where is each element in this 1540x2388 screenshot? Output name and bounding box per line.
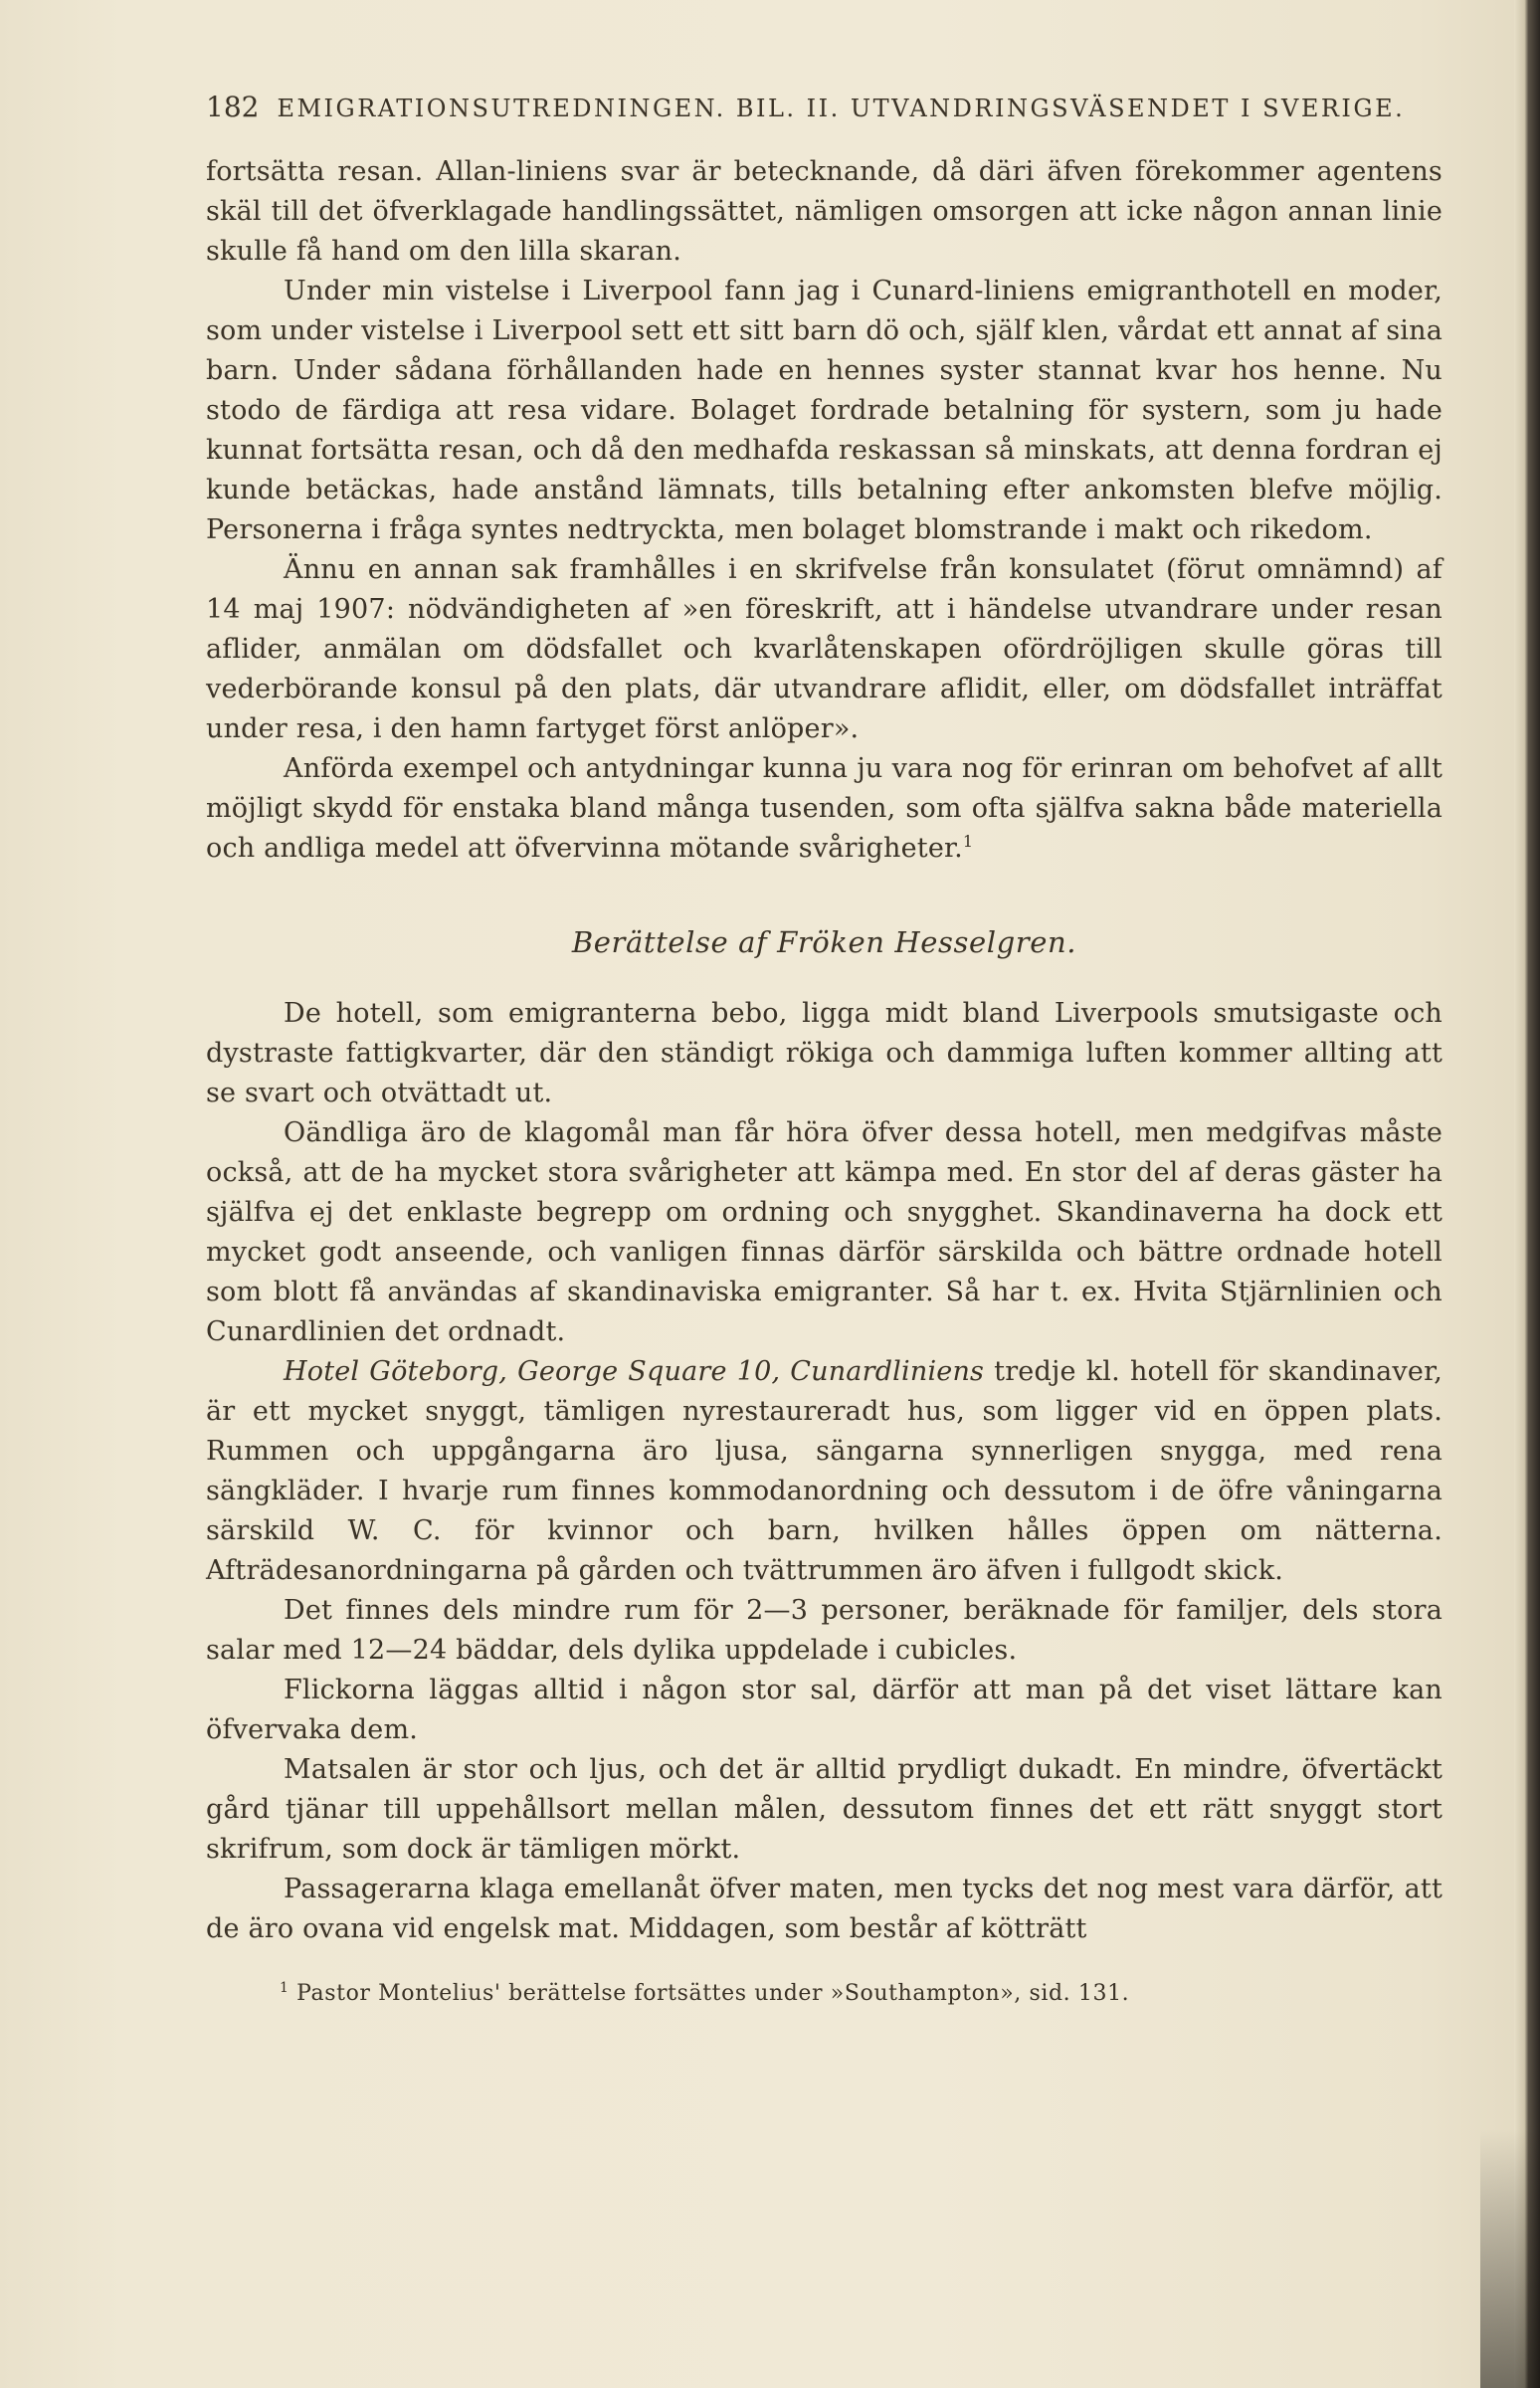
page-number: 182 (206, 91, 260, 123)
paragraph-2: Under min vistelse i Liverpool fann jag i Cunard-liniens emigranthotell en moder, som under vistelse i Liverpool sett ett sitt barn dö och, själf klen, vårdat ett annat af sina barn. Under sådana förhållanden hade en hennes syster stannat kvar hos henne. Nu stodo de färdiga att resa vidare. Bolaget fordrade betalning för systern, som ju hade kunnat fortsätta resan, och då den medhafda reskassan så minskats, att denna fordran ej kunde betäckas, hade anstånd lämnats, tills betalning efter ankomsten blefve möjlig. Personerna i fråga syntes nedtryckta, men bolaget blomstrande i makt och rikedom. (206, 276, 1443, 545)
running-title: EMIGRATIONSUTREDNINGEN. BIL. II. UTVANDRINGSVÄSENDET I SVERIGE. (277, 95, 1406, 122)
paragraph-7 (206, 1352, 1443, 1591)
footnote (206, 1977, 1443, 2011)
paragraph-3: Ännu en annan sak framhålles i en skrifvelse från konsulatet (förut omnämnd) af 14 maj 1907: nödvändigheten af »en föreskrift, att i händelse utvandrare under resan aflider, anmälan om dödsfallet och kvarlåtenskapen ofördröjligen skulle göras till vederbörande konsul på den plats, där utvandrare aflidit, eller, om dödsfallet inträffat under resa, i den hamn fartyget först anlöper». (206, 554, 1443, 744)
section-title: Berättelse af Fröken Hesselgren. (571, 925, 1077, 959)
footnote-marker: 1 (280, 1980, 289, 1996)
paragraph-4-text: Anförda exempel och antydningar kunna ju vara nog för erinran om behofvet af allt möjligt skydd för enstaka bland många tusenden, som ofta själfva sakna både materiella och andliga medel att öfvervinna mötande svårigheter. (206, 753, 1443, 864)
paragraph-8: Det finnes dels mindre rum för 2—3 personer, beräknade för familjer, dels stora salar med 12—24 bäddar, dels dylika uppdelade i cubicles. (206, 1595, 1443, 1666)
paragraph-11: Passagerarna klaga emellanåt öfver maten, men tycks det nog mest vara därför, att de äro ovana vid engelsk mat. Middagen, som består af kötträtt (206, 1874, 1443, 1944)
page-content (206, 88, 1443, 2011)
paragraph-6: Oändliga äro de klagomål man får höra öfver dessa hotell, men medgifvas måste också, att de ha mycket stora svårigheter att kämpa med. En stor del af deras gäster ha själfva ej det enklaste begrepp om ordning och snygghet. Skandinaverna ha dock ett mycket godt anseende, och vanligen finnas därför särskilda och bättre ordnade hotell som blott få användas af skandinaviska emigranter. Så har t. ex. Hvita Stjärnlinien och Cunardlinien det ordnadt. (206, 1117, 1443, 1347)
footnote-text: Pastor Montelius' berättelse fortsättes under »Southampton», sid. 131. (296, 1981, 1130, 2006)
paragraph-7-text: tredje kl. hotell för skandinaver, är ett mycket snyggt, tämligen nyrestaureradt hus, som ligger vid en öppen plats. Rummen och uppgångarna äro ljusa, sängarna synnerligen snygga, med rena sängkläder. I hvarje rum finnes kommodanordning och dessutom i de öfre våningarna särskild W. C. för kvinnor och barn, hvilken hålles öppen om nätterna. Afträdesanordningarna på gården och tvättrummen äro äfven i fullgodt skick. (206, 1356, 1443, 1586)
running-header (206, 88, 1443, 128)
paragraph-4 (206, 749, 1443, 869)
paragraph-5: De hotell, som emigranterna bebo, ligga midt bland Liverpools smutsigaste och dystraste fattigkvarter, där den ständigt rökiga och dammiga luften kommer allting att se svart och otvättadt ut. (206, 998, 1443, 1108)
paragraph-10: Matsalen är stor och ljus, och det är alltid prydligt dukadt. En mindre, öfvertäckt gård tjänar till uppehållsort mellan målen, dessutom finnes det ett rätt snyggt stort skrifrum, som dock är tämligen mörkt. (206, 1754, 1443, 1865)
paragraph-1: fortsätta resan. Allan-liniens svar är betecknande, då däri äfven förekommer agentens skäl till det öfverklagade handlingssättet, nämligen omsorgen att icke någon annan linie skulle få hand om den lilla skaran. (206, 156, 1443, 267)
footnote-reference: 1 (962, 832, 974, 851)
page-corner-shadow (1480, 2129, 1540, 2388)
page-edge-shadow (1514, 0, 1540, 2388)
hotel-name-italic: Hotel Göteborg, George Square 10, Cunardliniens (284, 1356, 985, 1387)
paragraph-9: Flickorna läggas alltid i någon stor sal, därför att man på det viset lättare kan öfvervaka dem. (206, 1675, 1443, 1745)
